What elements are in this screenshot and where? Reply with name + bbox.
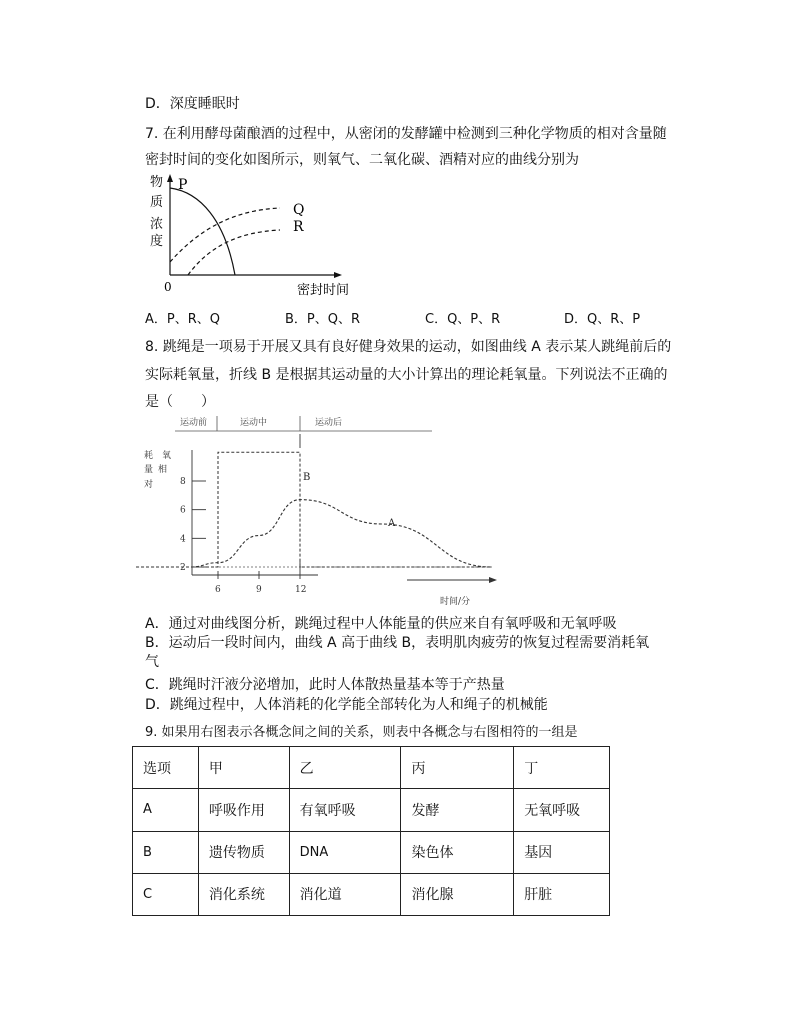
- q8-option-b: B．运动后一段时间内，曲线 A 高于曲线 B，表明肌肉疲劳的恢复过程需要消耗氧: [145, 635, 650, 651]
- q8-y-tick-label: 2: [180, 563, 186, 573]
- q8-ylabel-char-3: 量: [144, 465, 154, 475]
- table-header-row: [133, 747, 610, 789]
- q8-label-B: B: [303, 472, 311, 483]
- q8-label-A: A: [388, 518, 396, 529]
- q7-option-b: B．P、Q、R: [285, 312, 361, 327]
- q8-ylabel-char-2: 氧: [162, 451, 172, 461]
- q8-ylabel-char-1: 耗: [144, 451, 154, 461]
- q8-x-label: 时间/分: [440, 597, 471, 607]
- table-cell: 肝脏: [514, 873, 610, 915]
- q8-option-c: C．跳绳时汗液分泌增加，此时人体散热量基本等于产热量: [145, 677, 505, 693]
- q7-stem-line1: 7. 在利用酵母菌酿酒的过程中，从密闭的发酵罐中检测到三种化学物质的相对含量随: [145, 126, 667, 142]
- table-header-cell: 甲: [198, 747, 289, 789]
- table-cell: B: [133, 831, 199, 873]
- q8-phase-after: 运动后: [315, 418, 343, 428]
- q8-x-tick-label: 9: [256, 585, 262, 595]
- table-cell: 消化腺: [401, 873, 514, 915]
- table-cell: 染色体: [401, 831, 514, 873]
- q8-option-b-cont: 气: [145, 654, 159, 670]
- q8-x-tick-label: 6: [215, 585, 221, 595]
- q7-x-label: 密封时间: [297, 283, 350, 298]
- table-header-cell: 乙: [289, 747, 401, 789]
- q7-ylabel-char-2: 质: [150, 195, 164, 210]
- q7-ylabel-char-3: 浓: [150, 217, 164, 232]
- q8-ylabel-char-5: 对: [144, 480, 154, 490]
- q9-table: [132, 746, 610, 916]
- q8-phase-during: 运动中: [240, 418, 268, 428]
- q8-y-tick-label: 8: [180, 477, 186, 487]
- table-cell: 无氧呼吸: [514, 789, 610, 831]
- table-cell: 有氧呼吸: [289, 789, 401, 831]
- q7-label-P: P: [178, 177, 188, 193]
- table-cell: A: [133, 789, 199, 831]
- table-cell: 发酵: [401, 789, 514, 831]
- q8-x-arrow-head: [489, 577, 497, 583]
- q7-stem-line2: 密封时间的变化如图所示，则氧气、二氧化碳、酒精对应的曲线分别为: [145, 152, 579, 168]
- q8-x-ticks: [215, 560, 306, 595]
- q8-stem-line3: 是（ ）: [145, 394, 215, 410]
- q7-ylabel-char-4: 度: [150, 234, 164, 249]
- q8-y-tick-label: 4: [180, 534, 186, 545]
- q7-y-arrow: [167, 174, 173, 182]
- q6-option-d: D．深度睡眠时: [145, 96, 240, 112]
- table-row: [133, 873, 610, 915]
- table-header-cell: 丙: [401, 747, 514, 789]
- table-header-cell: 选项: [133, 747, 199, 789]
- table-cell: 消化系统: [198, 873, 289, 915]
- table-cell: 基因: [514, 831, 610, 873]
- table-row: [133, 789, 610, 831]
- q8-x-tick-label: 12: [295, 585, 307, 595]
- table-cell: 消化道: [289, 873, 401, 915]
- q8-y-tick-label: 6: [180, 505, 186, 516]
- q8-line-B: [136, 452, 491, 567]
- q7-curve-Q: [170, 208, 280, 262]
- q8-option-a: A．通过对曲线图分析，跳绳过程中人体能量的供应来自有氧呼吸和无氧呼吸: [145, 616, 617, 632]
- q9-stem: 9. 如果用右图表示各概念间之间的关系，则表中各概念与右图相符的一组是: [145, 725, 578, 740]
- q7-curve-P: [170, 188, 235, 275]
- q8-stem-line1: 8. 跳绳是一项易于开展又具有良好健身效果的运动，如图曲线 A 表示某人跳绳前后的: [145, 339, 672, 355]
- q8-stem-line2: 实际耗氧量，折线 B 是根据其运动量的大小计算出的理论耗氧量。下列说法不正确的: [145, 367, 668, 383]
- q8-curve-A: [136, 500, 491, 567]
- q7-figure: [140, 170, 360, 300]
- q7-option-a: A．P、R、Q: [145, 312, 220, 327]
- table-cell: 遗传物质: [198, 831, 289, 873]
- q8-ylabel-char-4: 相: [158, 465, 168, 475]
- q7-option-d: D．Q、R、P: [564, 312, 641, 327]
- table-cell: 呼吸作用: [198, 789, 289, 831]
- q7-origin: 0: [164, 280, 172, 294]
- q7-ylabel-char-1: 物: [150, 175, 164, 190]
- q7-option-c: C．Q、P、R: [425, 312, 501, 327]
- q8-option-d: D．跳绳过程中，人体消耗的化学能全部转化为人和绳子的机械能: [145, 697, 548, 713]
- table-header-cell: 丁: [514, 747, 610, 789]
- q7-label-R: R: [293, 219, 304, 235]
- q8-figure: [140, 410, 510, 610]
- table-cell: C: [133, 873, 199, 915]
- table-cell: DNA: [289, 831, 401, 873]
- q8-phase-before: 运动前: [180, 418, 208, 428]
- q8-y-ticks: [180, 477, 206, 573]
- q7-label-Q: Q: [293, 202, 305, 218]
- q7-x-arrow: [334, 272, 342, 278]
- table-row: [133, 831, 610, 873]
